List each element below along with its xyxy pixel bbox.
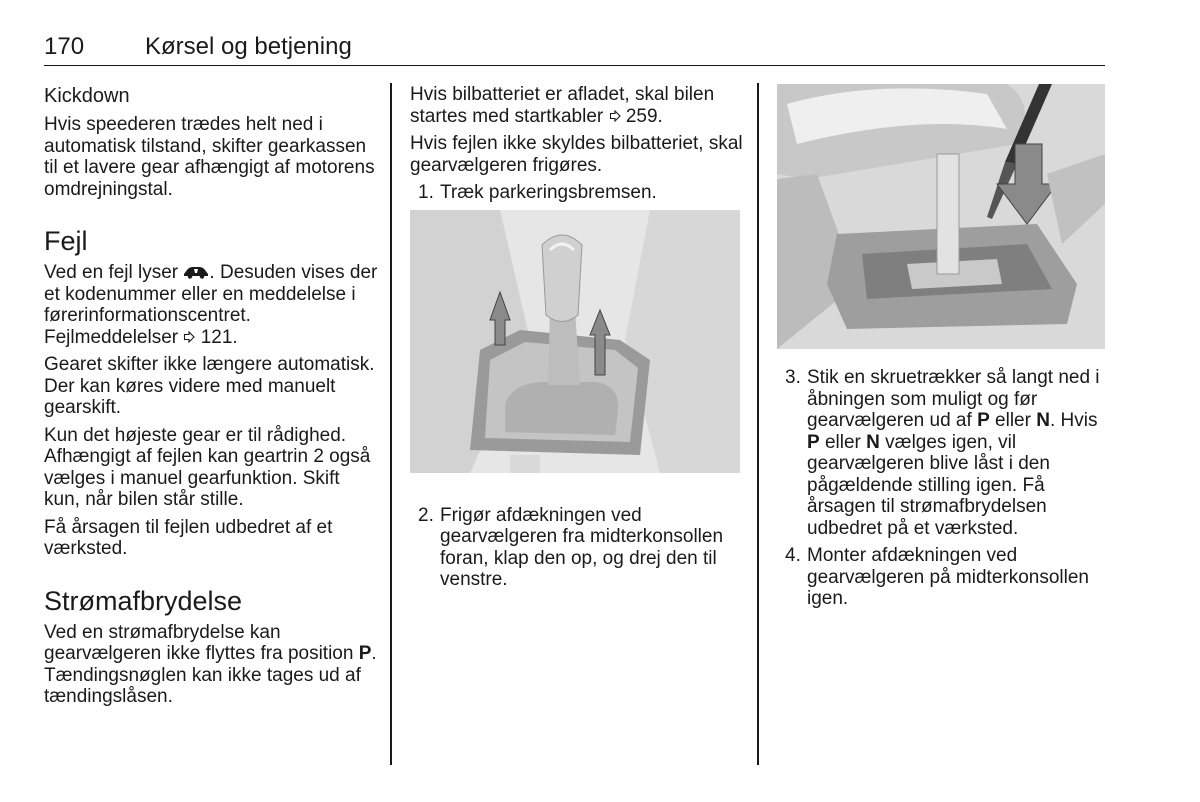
column-divider xyxy=(390,83,392,765)
chapter-title: Kørsel og betjening xyxy=(145,33,352,60)
section-heading-stromafbrydelse: Strømafbrydelse xyxy=(44,585,243,616)
gear-selector-illustration xyxy=(410,210,740,473)
paragraph-fejl-3: Kun det højeste gear er til rådighed. Afhængigt af fejlen kan geartrin 2 også vælges i manuel gearfunktion. Skift kun, når bilen står stille. xyxy=(44,424,371,510)
column-middle xyxy=(410,84,750,597)
list-item-step-4: 4. Monter afdækningen ved gearvælgeren på midterkonsollen igen. xyxy=(785,545,1089,609)
paragraph-fejl-2: Gearet skifter ikke længere automatisk. Der kan køres videre med manuelt gearskift. xyxy=(44,354,375,418)
page-reference-icon xyxy=(609,110,621,122)
section-heading-fejl: Fejl xyxy=(44,226,88,256)
page-number: 170 xyxy=(44,33,85,60)
list-item-step-3: 3. Stik en skruetrækker så langt ned i åbningen som muligt og før gearvælgeren ud af P eller N. Hvis P eller N vælges igen, vil gearvælgeren blive låst i den pågældende stilling igen. Få årsagen til strømafbrydelsen udbedret på et værksted. xyxy=(785,367,1100,539)
column-right xyxy=(777,84,1107,616)
paragraph-kickdown: Hvis speederen trædes helt ned i automatisk tilstand, skifter gearkassen til et lavere gear afhængigt af motorens omdrejningstal. xyxy=(44,114,375,200)
page-reference-icon xyxy=(183,331,195,343)
list-item-step-2: 2. Frigør afdækningen ved gearvælgeren fra midterkonsollen foran, klap den op, og drej den til venstre. xyxy=(418,504,724,590)
car-service-icon xyxy=(183,265,209,279)
column-left xyxy=(44,84,378,714)
paragraph-battery: Hvis bilbatteriet er afladet, skal bilen startes med startkabler 259. xyxy=(410,84,715,127)
section-heading-kickdown: Kickdown xyxy=(44,85,130,107)
paragraph-release: Hvis fejlen ikke skyldes bilbatteriet, skal gearvælgeren frigøres. xyxy=(410,133,743,176)
paragraph-fejl-4: Få årsagen til fejlen udbedret af et værksted. xyxy=(44,516,333,559)
list-item-step-1: 1. Træk parkeringsbremsen. xyxy=(418,182,657,203)
column-divider xyxy=(757,83,759,765)
paragraph-fejl-1: Ved en fejl lyser . Desuden vises der et kodenummer eller en meddelelse i førerinformationscentret. Fejlmeddelelser 121. xyxy=(44,262,378,348)
page-header xyxy=(44,33,1105,66)
paragraph-stromafbrydelse: Ved en strømafbrydelse kan gearvælgeren ikke flyttes fra position P. Tændingsnøglen kan ikke tages ud af tændingslåsen. xyxy=(44,621,377,707)
